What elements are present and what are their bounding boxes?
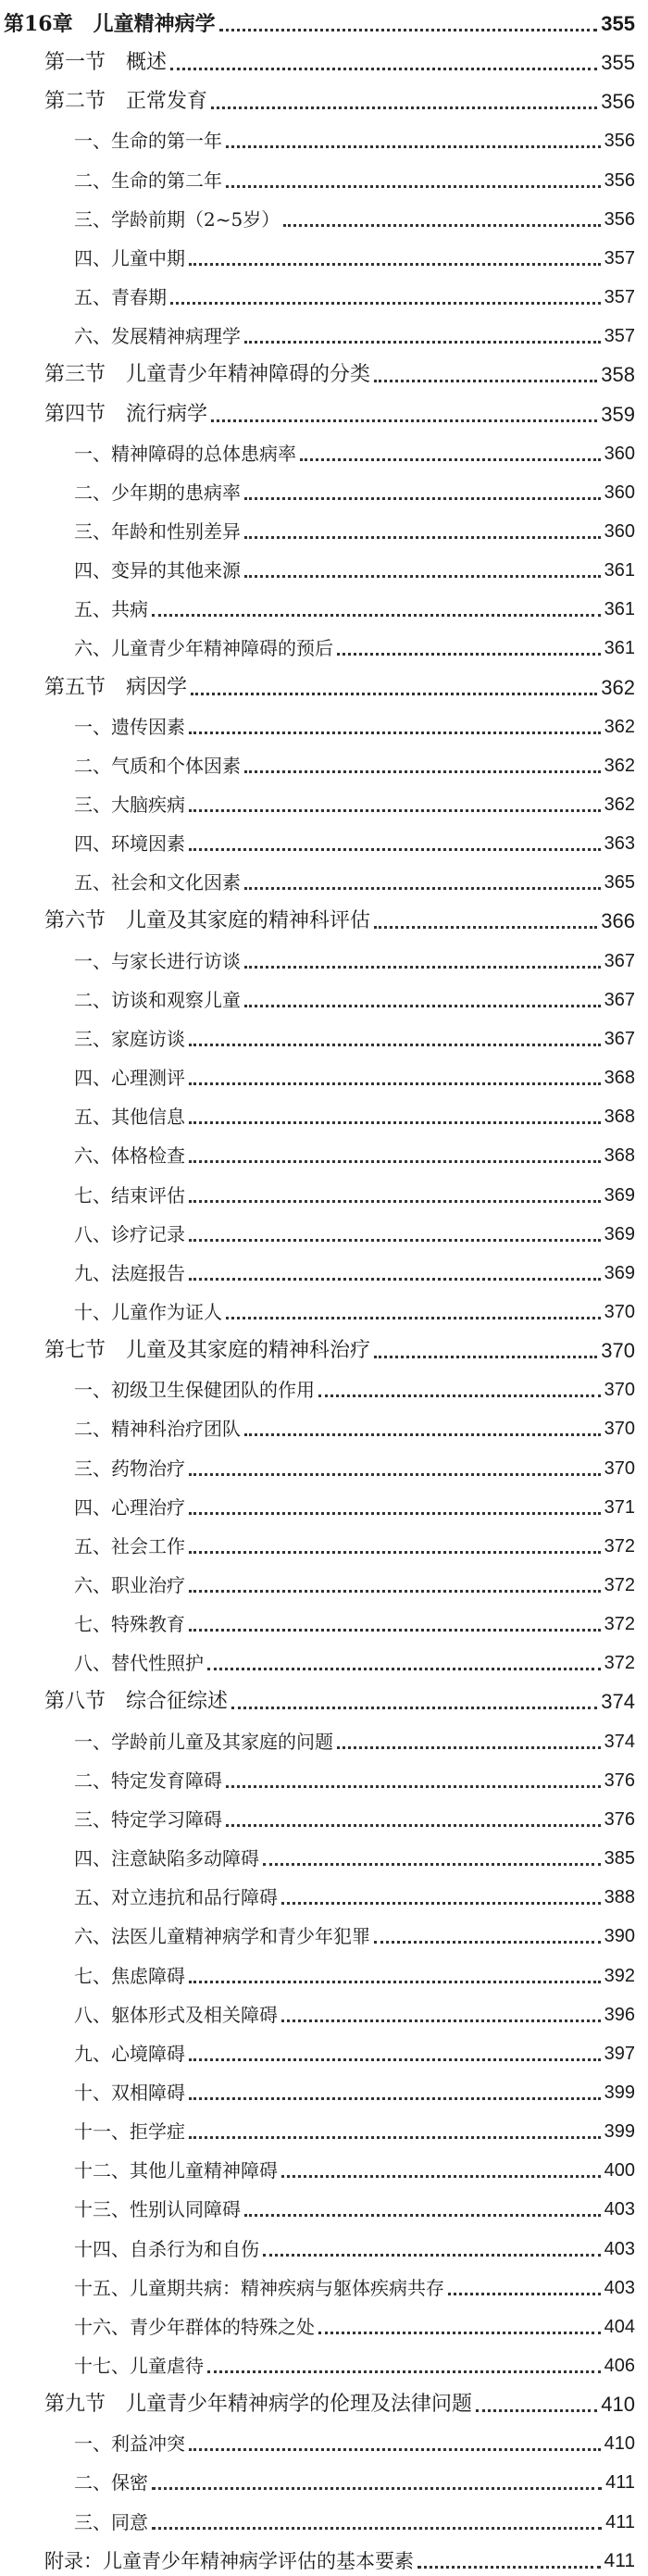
toc-entry-label: 三、家庭访谈 [74, 1027, 185, 1050]
dot-leader [263, 2254, 601, 2257]
toc-entry-page-number: 376 [604, 1808, 635, 1830]
toc-entry-label: 一、生命的第一年 [74, 130, 222, 153]
toc-entry-item [74, 780, 635, 817]
dot-leader [281, 2020, 601, 2022]
toc-entry-page-number: 410 [601, 2393, 635, 2417]
dot-leader [244, 497, 601, 500]
toc-entry-label: 五、其他信息 [74, 1106, 185, 1129]
toc-entry-label: 三、同意 [74, 2510, 148, 2533]
toc-entry-page-number: 357 [604, 326, 635, 347]
dot-leader [189, 2097, 601, 2100]
dot-leader [170, 302, 601, 305]
toc-entry-label: 四、儿童中期 [74, 246, 185, 269]
toc-entry-section [44, 350, 635, 387]
toc-entry-page-number: 360 [604, 520, 635, 542]
toc-entry-label: 二、少年期的患病率 [74, 481, 241, 504]
toc-entry-page-number: 406 [604, 2356, 635, 2376]
toc-entry-label: 第六节 儿童及其家庭的精神科评估 [44, 909, 371, 933]
dot-leader [263, 1863, 601, 1866]
toc-entry-label: 六、发展精神病理学 [74, 325, 241, 348]
dot-leader [374, 926, 597, 929]
toc-entry-label: 四、心理治疗 [74, 1495, 185, 1519]
dot-leader [244, 2214, 601, 2217]
toc-entry-item [74, 1638, 635, 1675]
toc-entry-page-number: 361 [604, 599, 635, 620]
toc-entry-label: 一、初级卫生保健团队的作用 [74, 1379, 315, 1402]
toc-entry-section [44, 1677, 635, 1714]
toc-entry-item [74, 1833, 635, 1870]
dot-leader [189, 2136, 601, 2139]
dot-leader [219, 29, 598, 31]
toc-entry-label: 五、社会和文化因素 [74, 871, 241, 894]
dot-leader [226, 145, 601, 148]
dot-leader [244, 966, 601, 969]
toc-entry-item [74, 272, 635, 309]
toc-entry-page-number: 355 [601, 12, 635, 35]
toc-entry-item [74, 1717, 635, 1754]
toc-entry-page-number: 396 [604, 2004, 635, 2025]
toc-entry-page-number: 362 [604, 794, 635, 815]
toc-entry-label: 第九节 儿童青少年精神病学的伦理及法律问题 [44, 2393, 473, 2417]
toc-entry-label: 三、药物治疗 [74, 1457, 185, 1480]
dot-leader [189, 1629, 601, 1632]
toc-entry-label: 第16章 儿童精神病学 [4, 12, 216, 36]
toc-entry-item [74, 936, 635, 973]
toc-entry-label: 二、气质和个体因素 [74, 754, 241, 777]
toc-entry-page-number: 368 [604, 1068, 635, 1089]
toc-entry-item [74, 741, 635, 778]
toc-entry-label: 八、诊疗记录 [74, 1222, 185, 1245]
toc-entry-label: 十四、自杀行为和自伤 [74, 2237, 259, 2260]
toc-entry-page-number: 392 [604, 1965, 635, 1986]
dot-leader [226, 1785, 601, 1788]
dot-leader [152, 2527, 602, 2530]
toc-entry-page-number: 376 [604, 1769, 635, 1791]
toc-entry-page-number: 371 [604, 1496, 635, 1518]
toc-entry-label: 四、变异的其他来源 [74, 559, 241, 582]
toc-entry-page-number: 399 [604, 2082, 635, 2103]
dot-leader [152, 2487, 602, 2490]
toc-entry-label: 四、注意缺陷多动障碍 [74, 1847, 259, 1870]
dot-leader [189, 1473, 601, 1476]
dot-leader [244, 536, 601, 539]
toc-entry-page-number: 367 [604, 989, 635, 1010]
dot-leader [374, 1941, 601, 1944]
dot-leader [244, 770, 601, 773]
toc-entry-item [74, 468, 635, 505]
dot-leader [189, 1590, 601, 1593]
toc-entry-page-number: 362 [604, 755, 635, 776]
toc-entry-item [74, 2029, 635, 2066]
toc-entry-page-number: 362 [601, 675, 635, 699]
dot-leader [207, 2370, 601, 2373]
toc-entry-item [74, 1053, 635, 1090]
toc-entry-item [74, 2107, 635, 2144]
toc-entry-page-number: 370 [601, 1339, 635, 1363]
toc-entry-page-number: 356 [604, 131, 635, 152]
dot-leader [244, 575, 601, 578]
dot-leader [244, 887, 601, 890]
toc-entry-page-number: 374 [604, 1731, 635, 1752]
dot-leader [189, 2448, 601, 2451]
dot-leader [189, 1981, 601, 1983]
toc-entry-label: 十三、性别认同障碍 [74, 2198, 241, 2221]
dot-leader [337, 653, 601, 656]
toc-entry-label: 第三节 儿童青少年精神障碍的分类 [44, 363, 371, 387]
toc-entry-appendix [44, 2536, 635, 2573]
toc-entry-page-number: 366 [601, 909, 635, 933]
dot-leader [283, 224, 600, 227]
toc-entry-label: 六、儿童青少年精神障碍的预后 [74, 637, 333, 660]
toc-entry-label: 三、年龄和性别差异 [74, 519, 241, 543]
dot-leader [189, 1278, 601, 1281]
toc-entry-item [74, 2419, 635, 2456]
toc-entry-item [74, 1560, 635, 1597]
toc-entry-page-number: 411 [604, 2549, 635, 2571]
toc-entry-label: 第八节 综合征综述 [44, 1690, 229, 1714]
toc-entry-label: 九、心境障碍 [74, 2042, 185, 2065]
dot-leader [226, 1824, 601, 1827]
toc-entry-page-number: 410 [604, 2433, 635, 2455]
toc-entry-item [74, 2341, 635, 2378]
toc-entry-item [74, 1014, 635, 1051]
toc-entry-item [74, 311, 635, 348]
dot-leader [189, 1160, 601, 1163]
toc-entry-page-number: 372 [604, 1575, 635, 1595]
toc-entry-page-number: 370 [604, 1457, 635, 1479]
toc-entry-label: 七、特殊教育 [74, 1613, 185, 1636]
toc-entry-label: 二、精神科治疗团队 [74, 1418, 241, 1441]
toc-entry-page-number: 399 [604, 2121, 635, 2143]
toc-entry-item [74, 156, 635, 193]
toc-entry-page-number: 361 [604, 560, 635, 581]
toc-entry-item [74, 1756, 635, 1793]
toc-entry-label: 一、与家长进行访谈 [74, 949, 241, 972]
dot-leader [189, 1239, 601, 1242]
toc-entry-label: 第一节 概述 [44, 51, 168, 75]
toc-entry-page-number: 367 [604, 1028, 635, 1049]
toc-entry-page-number: 360 [604, 481, 635, 503]
toc-entry-item [74, 429, 635, 466]
toc-entry-label: 十六、青少年群体的特殊之处 [74, 2315, 315, 2338]
toc-entry-label: 附录：儿童青少年精神病学评估的基本要素 [44, 2549, 414, 2572]
dot-leader [189, 848, 601, 851]
toc-entry-item [74, 1911, 635, 1948]
toc-entry-label: 四、环境因素 [74, 832, 185, 856]
toc-entry-page-number: 365 [604, 872, 635, 894]
toc-entry-label: 三、大脑疾病 [74, 794, 185, 816]
toc-entry-label: 第五节 病因学 [44, 675, 188, 699]
toc-entry-item [74, 1794, 635, 1832]
dot-leader [244, 1005, 601, 1007]
toc-entry-page-number: 369 [604, 1223, 635, 1244]
toc-entry-item [74, 1521, 635, 1558]
dot-leader [300, 458, 601, 461]
dot-leader [374, 1356, 597, 1358]
dot-leader [337, 1746, 601, 1749]
toc-entry-item [74, 2145, 635, 2182]
toc-entry-label: 第二节 正常发育 [44, 90, 208, 114]
toc-entry-page-number: 404 [604, 2316, 635, 2337]
toc-entry-page-number: 370 [604, 1301, 635, 1322]
toc-entry-label: 一、学龄前儿童及其家庭的问题 [74, 1730, 333, 1753]
toc-entry-page-number: 411 [605, 2511, 635, 2532]
toc-entry-item [74, 1951, 635, 1988]
toc-entry-item [74, 2457, 635, 2495]
toc-entry-label: 二、生命的第二年 [74, 169, 222, 192]
dot-leader [189, 1551, 601, 1554]
dot-leader [189, 809, 601, 812]
toc-entry-label: 六、职业治疗 [74, 1574, 185, 1596]
dot-leader [211, 106, 597, 109]
toc-entry-page-number: 403 [604, 2277, 635, 2298]
toc-entry-page-number: 357 [604, 287, 635, 308]
dot-leader [417, 2566, 601, 2569]
toc-entry-item [74, 1287, 635, 1324]
toc-entry-label: 六、体格检查 [74, 1144, 185, 1168]
toc-entry-label: 第七节 儿童及其家庭的精神科治疗 [44, 1339, 371, 1363]
toc-entry-item [74, 975, 635, 1012]
toc-entry-item [74, 1404, 635, 1441]
toc-entry-page-number: 356 [604, 208, 635, 230]
toc-entry-section [44, 2380, 635, 2417]
dot-leader [226, 185, 601, 188]
dot-leader [189, 1044, 601, 1046]
toc-entry-page-number: 372 [604, 1614, 635, 1635]
toc-entry-page-number: 355 [601, 51, 635, 75]
toc-entry-item [74, 857, 635, 894]
dot-leader [374, 380, 597, 382]
dot-leader [244, 1433, 601, 1436]
toc-entry-item [74, 1482, 635, 1519]
toc-entry-label: 一、利益冲突 [74, 2432, 185, 2456]
toc-entry-label: 一、遗传因素 [74, 715, 185, 738]
toc-entry-page-number: 370 [604, 1380, 635, 1401]
toc-entry-label: 十七、儿童虐待 [74, 2355, 204, 2377]
toc-entry-item [74, 819, 635, 856]
toc-entry-item [74, 194, 635, 231]
dot-leader [189, 1200, 601, 1203]
toc-entry-page-number: 370 [604, 1419, 635, 1440]
toc-entry-label: 六、法医儿童精神病学和青少年犯罪 [74, 1925, 370, 1948]
toc-entry-item [74, 506, 635, 544]
toc-entry-item [74, 1209, 635, 1246]
toc-entry-label: 三、特定学习障碍 [74, 1807, 222, 1831]
dot-leader [189, 1082, 601, 1085]
toc-entry-item [74, 2302, 635, 2339]
dot-leader [189, 1512, 601, 1515]
toc-entry-label: 五、对立违抗和品行障碍 [74, 1886, 278, 1909]
dot-leader [226, 1317, 601, 1319]
toc-entry-page-number: 360 [604, 443, 635, 464]
toc-entry-page-number: 372 [604, 1653, 635, 1674]
dot-leader [189, 263, 601, 266]
toc-entry-page-number: 368 [604, 1107, 635, 1128]
toc-entry-item [74, 1444, 635, 1481]
toc-entry-label: 十一、拒学症 [74, 2120, 185, 2144]
toc-entry-item [74, 116, 635, 153]
toc-entry-page-number: 369 [604, 1184, 635, 1206]
toc-entry-page-number: 367 [604, 950, 635, 971]
toc-entry-item [74, 1131, 635, 1168]
toc-entry-item [74, 2497, 635, 2534]
toc-entry-section [44, 390, 635, 427]
dot-leader [189, 2058, 601, 2061]
dot-leader [281, 2175, 601, 2178]
toc-entry-page-number: 357 [604, 247, 635, 269]
toc-entry-item [74, 1990, 635, 2027]
toc-entry-item [74, 2184, 635, 2221]
toc-entry-section [44, 896, 635, 933]
toc-entry-label: 九、法庭报告 [74, 1261, 185, 1284]
dot-leader [207, 1668, 601, 1670]
toc-entry-section [44, 38, 635, 75]
toc-entry-item [74, 2068, 635, 2105]
toc-entry-item [74, 623, 635, 660]
toc-entry-label: 八、躯体形式及相关障碍 [74, 2003, 278, 2026]
dot-leader [318, 2332, 601, 2334]
dot-leader [189, 1121, 601, 1124]
dot-leader [211, 419, 597, 422]
toc-entry-item [74, 584, 635, 621]
toc-entry-page-number: 356 [604, 169, 635, 191]
toc-entry-section [44, 663, 635, 700]
toc-entry-page-number: 374 [601, 1690, 635, 1714]
toc-entry-page-number: 390 [604, 1926, 635, 1947]
toc-entry-item [74, 2224, 635, 2261]
dot-leader [281, 1902, 601, 1905]
toc-entry-chapter [4, 0, 635, 36]
toc-entry-label: 三、学龄前期（2~5岁） [74, 207, 280, 231]
toc-entry-item [74, 2263, 635, 2300]
toc-entry-label: 八、替代性照护 [74, 1652, 204, 1675]
dot-leader [476, 2409, 597, 2412]
toc-entry-item [74, 545, 635, 582]
toc-entry-page-number: 411 [605, 2472, 635, 2494]
toc-entry-page-number: 400 [604, 2160, 635, 2182]
toc-entry-label: 七、结束评估 [74, 1183, 185, 1207]
toc-entry-section [44, 77, 635, 114]
toc-entry-page-number: 368 [604, 1145, 635, 1167]
toc-entry-label: 五、共病 [74, 598, 148, 621]
toc-entry-label: 一、精神障碍的总体患病率 [74, 442, 296, 465]
toc-entry-page-number: 388 [604, 1887, 635, 1908]
toc-entry-label: 十五、儿童期共病：精神疾病与躯体疾病共存 [74, 2276, 444, 2299]
toc-entry-item [74, 1092, 635, 1129]
dot-leader [448, 2293, 601, 2295]
toc-entry-page-number: 372 [604, 1535, 635, 1557]
dot-leader [152, 614, 601, 617]
toc-entry-label: 二、保密 [74, 2471, 148, 2495]
toc-entry-page-number: 403 [604, 2238, 635, 2259]
toc-entry-label: 十、儿童作为证人 [74, 1300, 222, 1323]
dot-leader [231, 1707, 597, 1709]
dot-leader [189, 732, 601, 734]
toc-entry-label: 四、心理测评 [74, 1067, 185, 1090]
toc-entry-page-number: 403 [604, 2199, 635, 2220]
dot-leader [170, 68, 597, 70]
toc-entry-page-number: 356 [601, 90, 635, 114]
toc-entry-page-number: 385 [604, 1848, 635, 1869]
toc-entry-item [74, 1248, 635, 1285]
toc-entry-label: 五、社会工作 [74, 1534, 185, 1557]
toc-entry-label: 十二、其他儿童精神障碍 [74, 2159, 278, 2182]
toc-entry-page-number: 397 [604, 2043, 635, 2064]
toc-entry-page-number: 359 [601, 402, 635, 426]
toc-entry-label: 二、访谈和观察儿童 [74, 988, 241, 1011]
toc-entry-label: 五、青春期 [74, 286, 167, 309]
dot-leader [191, 693, 597, 695]
toc-entry-item [74, 702, 635, 739]
toc-entry-page-number: 361 [604, 638, 635, 659]
dot-leader [244, 341, 601, 344]
toc-entry-item [74, 1170, 635, 1207]
toc-entry-label: 七、焦虑障碍 [74, 1964, 185, 1987]
toc-entry-page-number: 362 [604, 716, 635, 737]
toc-entry-page-number: 358 [601, 363, 635, 387]
toc-entry-section [44, 1326, 635, 1363]
toc-entry-label: 二、特定发育障碍 [74, 1769, 222, 1792]
toc-entry-item [74, 1365, 635, 1402]
dot-leader [318, 1394, 601, 1397]
toc-entry-page-number: 363 [604, 833, 635, 855]
toc-entry-item [74, 233, 635, 270]
toc-entry-label: 第四节 流行病学 [44, 402, 208, 426]
toc-entry-item [74, 1599, 635, 1636]
toc-entry-label: 十、双相障碍 [74, 2081, 185, 2104]
toc-entry-item [74, 1872, 635, 1909]
toc-entry-page-number: 369 [604, 1262, 635, 1283]
